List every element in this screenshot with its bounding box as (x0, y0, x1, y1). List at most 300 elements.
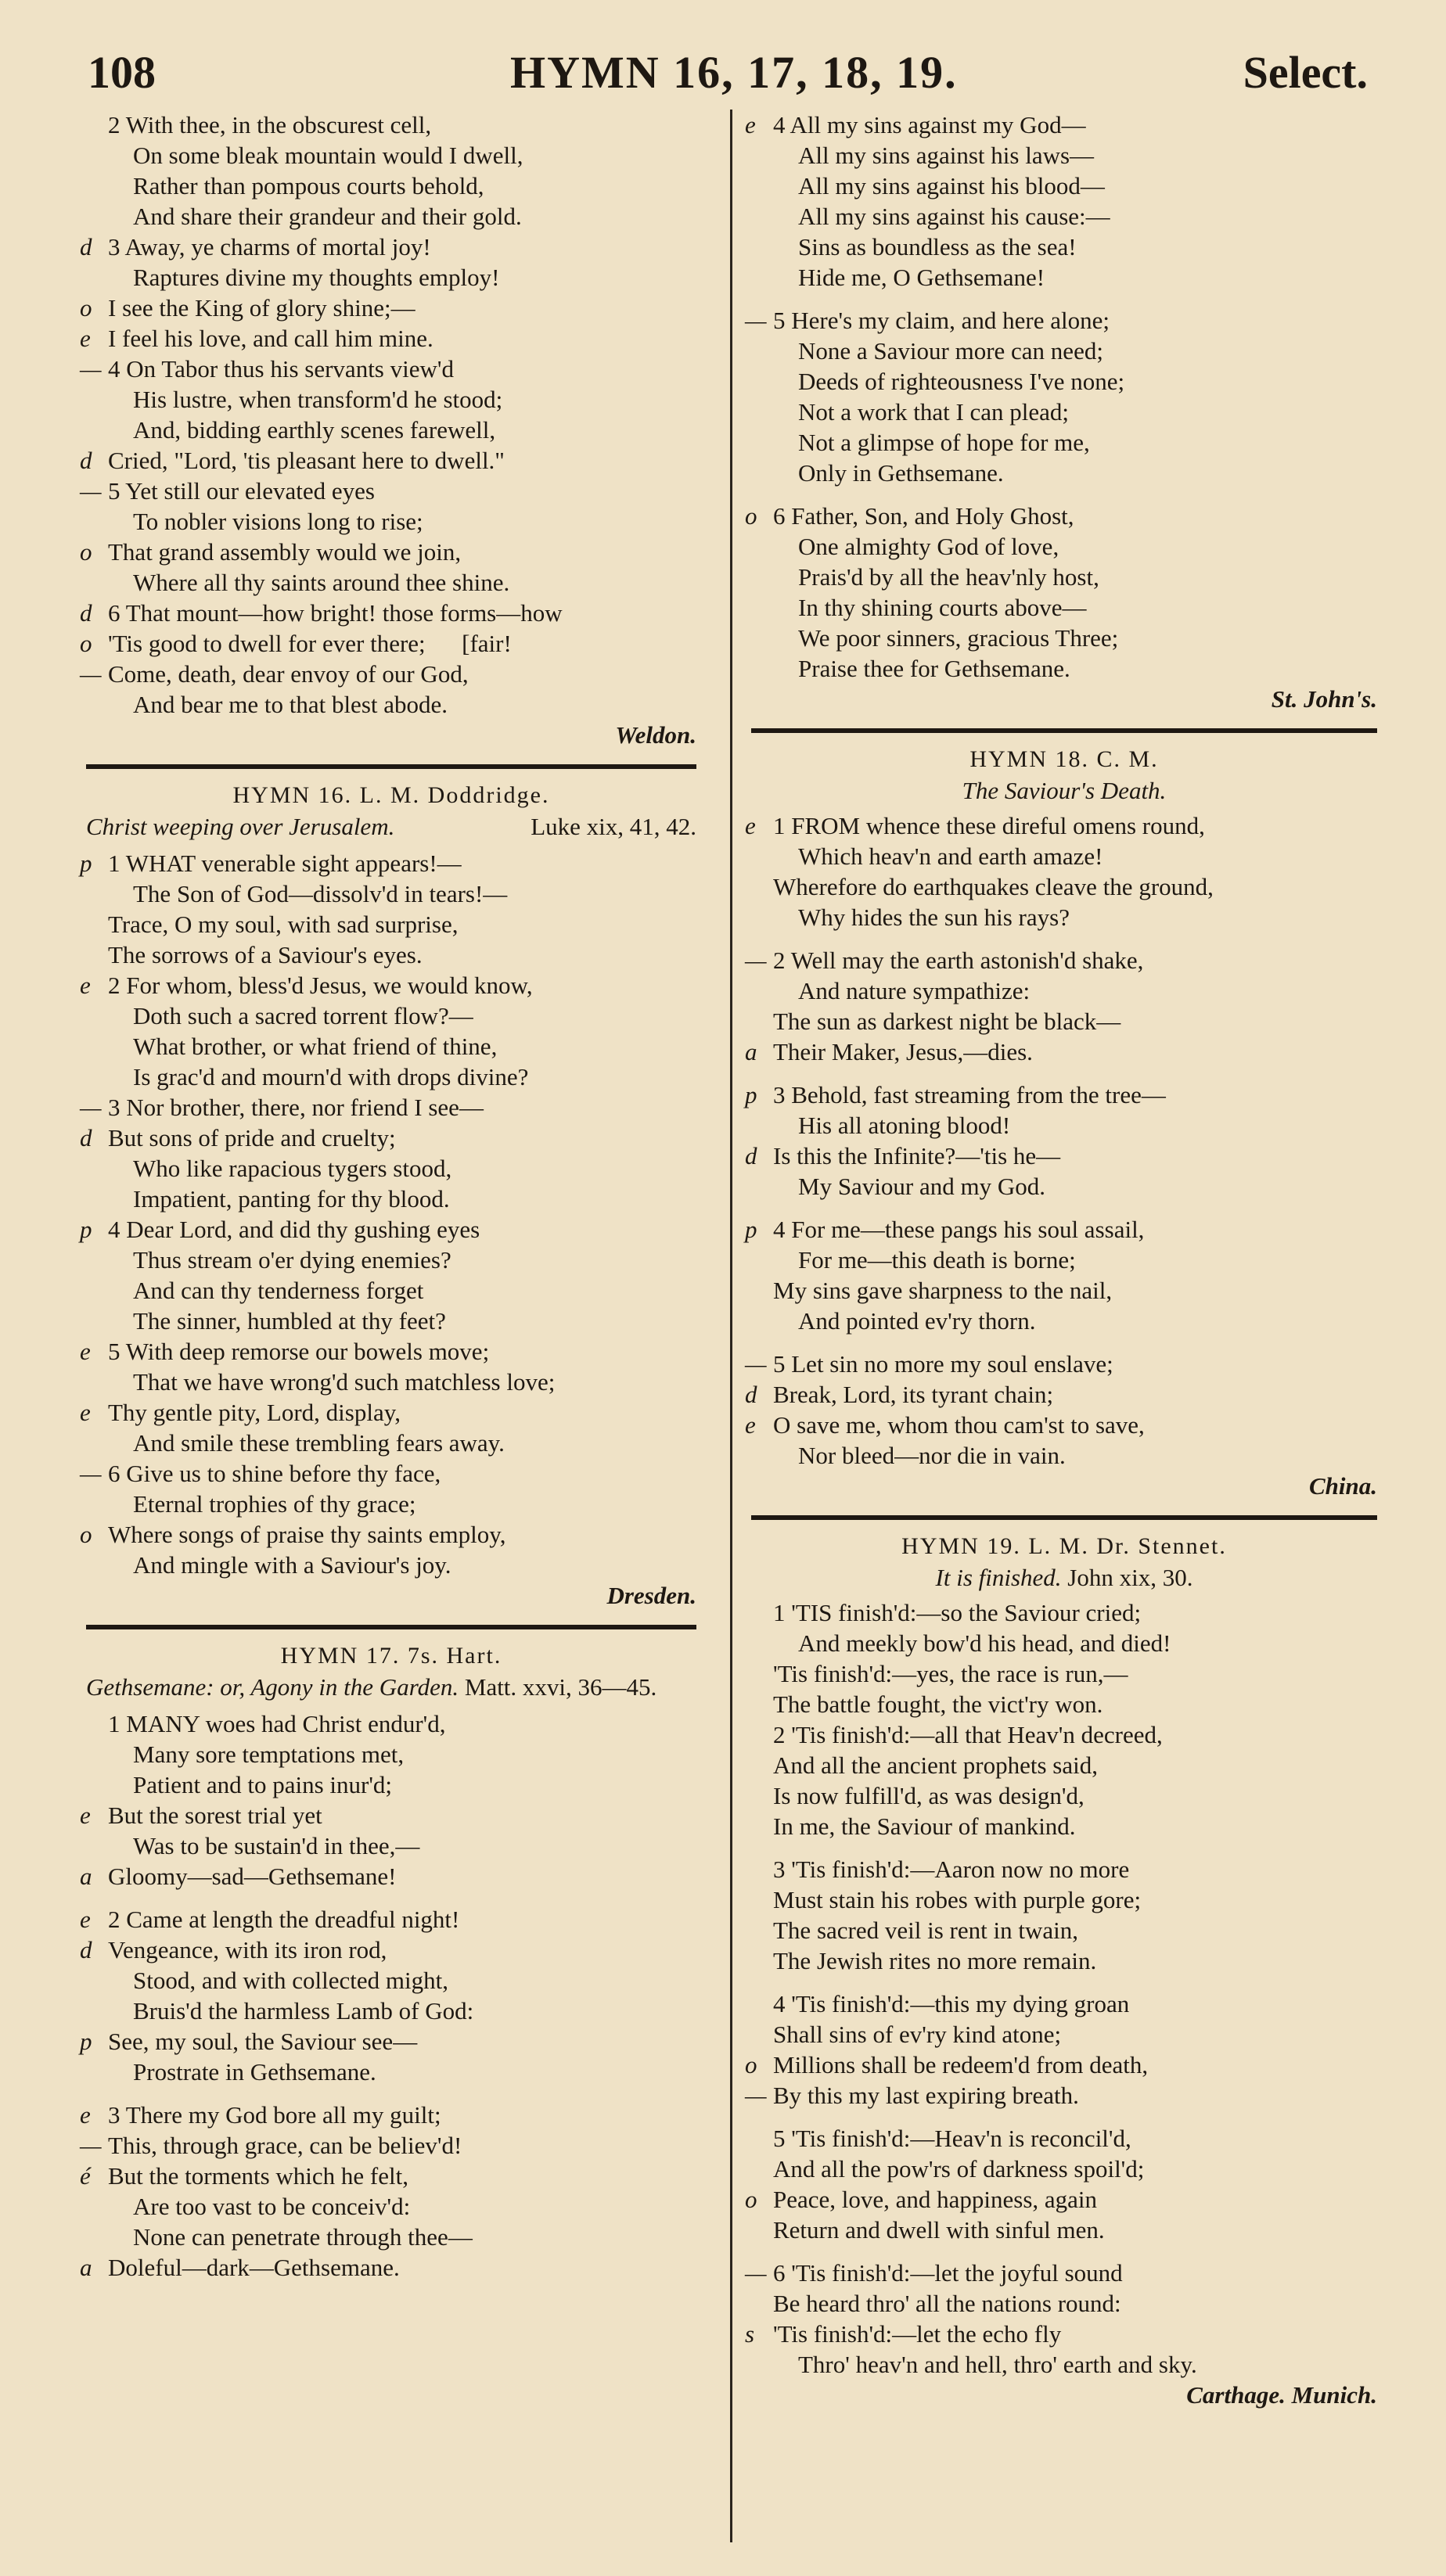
verse-line (80, 1123, 696, 1153)
verse-line (86, 1031, 696, 1062)
line-text: Thy gentle pity, Lord, display, (108, 1399, 401, 1426)
verse-line (80, 598, 696, 628)
verse-line (80, 1458, 696, 1489)
dynamic-mark: é (80, 2162, 91, 2190)
verse-line (751, 623, 1377, 653)
verse-line (80, 323, 696, 354)
tune-line (751, 684, 1377, 714)
verse-line (86, 1001, 696, 1031)
tune-line (751, 1471, 1377, 1501)
verse-line (86, 1550, 696, 1580)
line-text: 3 'Tis finish'd:—Aaron now no more (773, 1856, 1130, 1883)
line-text: But the torments which he felt, (108, 2162, 408, 2190)
dynamic-mark: e (745, 1411, 756, 1439)
verse-line (86, 1245, 696, 1275)
line-text: 3 There my God bore all my guilt; (108, 2101, 441, 2129)
verse-line (86, 1769, 696, 1800)
tune-name: China. (1308, 1472, 1377, 1500)
verse-line (751, 366, 1377, 397)
line-text: Prostrate in Gethsemane. (133, 2058, 376, 2086)
line-text: Vengeance, with its iron rod, (108, 1936, 387, 1963)
verse-line (751, 2288, 1377, 2319)
dynamic-mark: o (745, 2051, 757, 2078)
verse-line (751, 975, 1377, 1006)
verse-line (80, 1397, 696, 1428)
verse-line (86, 1062, 696, 1092)
line-text: The Jewish rites no more remain. (773, 1947, 1097, 1974)
line-text: In thy shining courts above— (798, 594, 1087, 621)
verse-line (751, 2154, 1377, 2184)
line-text: In me, the Saviour of mankind. (773, 1813, 1076, 1840)
dynamic-mark: p (80, 2028, 92, 2055)
hymn-subtitle: It is finished. John xix, 30. (935, 1564, 1193, 1591)
line-text: Raptures divine my thoughts employ! (133, 264, 500, 291)
dynamic-mark: — (745, 2259, 767, 2287)
line-text: Trace, O my soul, with sad surprise, (108, 911, 459, 938)
scripture-ref: Luke xix, 41, 42. (531, 813, 696, 840)
line-text: 2 For whom, bless'd Jesus, we would know, (108, 972, 533, 999)
line-text: Deeds of righteousness I've none; (798, 368, 1125, 395)
line-text: Is grac'd and mourn'd with drops divine? (133, 1063, 529, 1090)
verse-line (80, 293, 696, 323)
line-text: His lustre, when transform'd he stood; (133, 386, 503, 413)
verse-line (745, 1141, 1377, 1171)
line-text: But sons of pride and cruelty; (108, 1124, 396, 1151)
line-text: 5 Yet still our elevated eyes (108, 477, 375, 505)
verse-line (751, 397, 1377, 427)
verse-line (86, 2222, 696, 2252)
verse-line (751, 201, 1377, 232)
verse-line (80, 2161, 696, 2191)
verse-line (86, 1184, 696, 1214)
line-text: But the sorest trial yet (108, 1802, 322, 1829)
line-text: On some bleak mountain would I dwell, (133, 142, 523, 169)
verse-line (86, 940, 696, 970)
verse-line (751, 1989, 1377, 2019)
line-text: What brother, or what friend of thine, (133, 1033, 498, 1060)
line-text: Break, Lord, its tyrant chain; (773, 1381, 1054, 1408)
hymn-19 (745, 1531, 1377, 2410)
verse-line (745, 1410, 1377, 1440)
line-text: All my sins against his laws— (798, 142, 1095, 169)
verse-line (751, 531, 1377, 562)
verse-line (80, 476, 696, 506)
verse-line (751, 1306, 1377, 1336)
line-text: Are too vast to be conceiv'd: (133, 2193, 411, 2220)
verse-line (86, 1275, 696, 1306)
line-text: 6 'Tis finish'd:—let the joyful sound (773, 2259, 1123, 2287)
line-text: Patient and to pains inur'd; (133, 1771, 393, 1798)
dynamic-mark: p (745, 1216, 757, 1243)
line-text: For me—this death is borne; (798, 1246, 1076, 1274)
verse-line (751, 1854, 1377, 1884)
tune-line (751, 2380, 1377, 2410)
line-text: We poor sinners, gracious Three; (798, 624, 1119, 652)
verse-line (745, 2258, 1377, 2288)
line-text: See, my soul, the Saviour see— (108, 2028, 418, 2055)
line-text: 3 Behold, fast streaming from the tree— (773, 1081, 1166, 1108)
verse-line (86, 1306, 696, 1336)
verse-line (86, 2191, 696, 2222)
verse-line (86, 1831, 696, 1861)
verse-line (751, 1884, 1377, 1915)
verse-line (751, 1440, 1377, 1471)
verse-line (80, 628, 696, 659)
tune-line (86, 720, 696, 750)
hymn-15-continuation (80, 110, 696, 720)
verse-line (86, 1965, 696, 1996)
line-text: The sun as darkest night be black— (773, 1008, 1121, 1035)
verse-line (80, 1214, 696, 1245)
line-text: Bruis'd the harmless Lamb of God: (133, 1997, 474, 2025)
hymn-title: HYMN 19. L. M. Dr. Stennet. (901, 1533, 1227, 1559)
line-text: 5 Let sin no more my soul enslave; (773, 1350, 1113, 1378)
line-text: And smile these trembling fears away. (133, 1429, 505, 1457)
verse-line (751, 1245, 1377, 1275)
verse-line (80, 1336, 696, 1367)
line-text: Where all thy saints around thee shine. (133, 569, 510, 596)
verse-line (86, 909, 696, 940)
line-text: 5 'Tis finish'd:—Heav'n is reconcil'd, (773, 2125, 1131, 2152)
page-header (88, 45, 1399, 100)
line-text: 6 That mount—how bright! those forms—how (108, 599, 563, 627)
left-column (80, 110, 696, 2283)
line-text: Cried, "Lord, 'tis pleasant here to dwell." (108, 447, 505, 474)
tune-name: Dresden. (606, 1582, 696, 1609)
line-text: Millions shall be redeem'd from death, (773, 2051, 1149, 2078)
line-text: Eternal trophies of thy grace; (133, 1490, 416, 1518)
verse-line (751, 1780, 1377, 1811)
line-text: Was to be sustain'd in thee,— (133, 1832, 420, 1859)
line-text: The battle fought, the vict'ry won. (773, 1690, 1103, 1718)
verse-line (86, 567, 696, 598)
dynamic-mark: p (80, 1216, 92, 1243)
line-text: 4 'Tis finish'd:—this my dying groan (773, 1990, 1130, 2017)
verse-line (751, 458, 1377, 488)
line-text: Prais'd by all the heav'nly host, (798, 563, 1099, 591)
dynamic-mark: o (80, 630, 92, 657)
verse-line (80, 2026, 696, 2057)
line-text: Not a work that I can plead; (798, 398, 1070, 426)
line-text: 4 For me—these pangs his soul assail, (773, 1216, 1145, 1243)
dynamic-mark: e (80, 1906, 91, 1933)
line-text: O save me, whom thou cam'st to save, (773, 1411, 1145, 1439)
line-text: Doth such a sacred torrent flow?— (133, 1002, 473, 1029)
verse-line (80, 1861, 696, 1892)
column-divider (730, 110, 732, 2542)
verse-line (751, 871, 1377, 902)
line-text: The sinner, humbled at thy feet? (133, 1307, 446, 1335)
verse-line (751, 592, 1377, 623)
line-text: 2 'Tis finish'd:—all that Heav'n decreed, (773, 1721, 1163, 1748)
hymn-verses (745, 1597, 1377, 2380)
line-text: Where songs of praise thy saints employ, (108, 1521, 506, 1548)
hymn-title: HYMN 16. L. M. Doddridge. (232, 782, 550, 808)
verse-line (80, 1092, 696, 1123)
line-text: 2 Came at length the dreadful night! (108, 1906, 460, 1933)
line-text: The Son of God—dissolv'd in tears!— (133, 880, 508, 907)
verse-line (745, 945, 1377, 975)
line-text: I feel his love, and call him mine. (108, 325, 433, 352)
tune-name: St. John's. (1271, 685, 1377, 713)
line-text: The sacred veil is rent in twain, (773, 1917, 1078, 1944)
verse-line (751, 1006, 1377, 1037)
verse-line (86, 2057, 696, 2087)
hymn-title: HYMN 18. C. M. (969, 746, 1159, 772)
verse-line (745, 305, 1377, 336)
dynamic-mark: d (80, 1936, 92, 1963)
dynamic-mark: p (80, 850, 92, 877)
dynamic-mark: e (745, 111, 756, 138)
dynamic-mark: — (80, 1094, 102, 1121)
verse-line (745, 1349, 1377, 1379)
scripture-ref: Matt. xxvi, 36—45. (464, 1673, 657, 1701)
dynamic-mark: e (745, 812, 756, 839)
line-text: I see the King of glory shine;— (108, 294, 415, 322)
line-text: Many sore temptations met, (133, 1741, 405, 1768)
verse-line (745, 1214, 1377, 1245)
verse-line (86, 110, 696, 140)
verse-line (751, 2019, 1377, 2050)
dynamic-mark: d (745, 1381, 757, 1408)
line-text: Stood, and with collected might, (133, 1967, 448, 1994)
line-text: Only in Gethsemane. (798, 459, 1004, 487)
verse-line (745, 2184, 1377, 2215)
dynamic-mark: — (80, 2132, 102, 2159)
line-text: And pointed ev'ry thorn. (798, 1307, 1036, 1335)
line-text: Wherefore do earthquakes cleave the ground, (773, 873, 1214, 900)
line-text: Peace, love, and happiness, again (773, 2186, 1098, 2213)
line-text: 3 Away, ye charms of mortal joy! (108, 233, 431, 260)
line-text: Shall sins of ev'ry kind atone; (773, 2021, 1062, 2048)
verse-line (751, 2215, 1377, 2245)
verse-line (745, 2050, 1377, 2080)
line-text: 5 With deep remorse our bowels move; (108, 1338, 490, 1365)
verse-line (86, 1153, 696, 1184)
verse-line (86, 415, 696, 445)
right-column (745, 110, 1377, 2410)
dynamic-mark: s (745, 2320, 755, 2348)
verse-line (80, 659, 696, 689)
dynamic-mark: d (80, 1124, 92, 1151)
line-text: Sins as boundless as the sea! (798, 233, 1077, 260)
verse-line (80, 2100, 696, 2130)
line-text: Be heard thro' all the nations round: (773, 2290, 1121, 2317)
dynamic-mark: d (80, 233, 92, 260)
line-text: And, bidding earthly scenes farewell, (133, 416, 496, 444)
line-text: And bear me to that blest abode. (133, 691, 448, 718)
line-text: Is this the Infinite?—'tis he— (773, 1142, 1061, 1169)
hymn-verses (80, 848, 696, 1580)
line-text: 1 WHAT venerable sight appears!— (108, 850, 462, 877)
verse-line (751, 427, 1377, 458)
dynamic-mark: d (80, 599, 92, 627)
running-title: HYMN 16, 17, 18, 19. (510, 47, 958, 98)
line-text: All my sins against his blood— (798, 172, 1105, 199)
line-text: Impatient, panting for thy blood. (133, 1185, 450, 1213)
hymn-title: HYMN 17. 7s. Hart. (280, 1643, 502, 1669)
line-text: 5 Here's my claim, and here alone; (773, 307, 1110, 334)
verse-line (751, 1719, 1377, 1750)
line-text: 4 All my sins against my God— (773, 111, 1086, 138)
line-text: Gloomy—sad—Gethsemane! (108, 1863, 397, 1890)
hymn-verses (80, 1708, 696, 2283)
verse-line (80, 232, 696, 262)
verse-line (86, 1428, 696, 1458)
verse-line (80, 354, 696, 384)
line-text: 'Tis finish'd:—yes, the race is run,— (773, 1660, 1128, 1687)
verse-line (751, 2349, 1377, 2380)
line-text: This, through grace, can be believ'd! (108, 2132, 462, 2159)
line-text: Nor bleed—nor die in vain. (798, 1442, 1066, 1469)
line-text: Not a glimpse of hope for me, (798, 429, 1090, 456)
dynamic-mark: e (80, 1399, 91, 1426)
line-text: His all atoning blood! (798, 1112, 1011, 1139)
dynamic-mark: o (80, 294, 92, 322)
hymn-separator (86, 1625, 696, 1629)
line-text: Doleful—dark—Gethsemane. (108, 2254, 400, 2281)
line-text: Which heav'n and earth amaze! (798, 842, 1103, 870)
verse-line (751, 140, 1377, 171)
verse-line (751, 1750, 1377, 1780)
verse-line (745, 2080, 1377, 2111)
line-text: Who like rapacious tygers stood, (133, 1155, 452, 1182)
verse-line (86, 171, 696, 201)
verse-line (745, 810, 1377, 841)
verse-line (86, 1489, 696, 1519)
line-text: 2 Well may the earth astonish'd shake, (773, 947, 1144, 974)
hymn-subtitle: Gethsemane: or, Agony in the Garden. Matt. xxvi, 36—45. (86, 1673, 657, 1701)
dynamic-mark: a (80, 1863, 92, 1890)
verse-line (80, 1519, 696, 1550)
dynamic-mark: a (745, 1038, 757, 1065)
line-text: And all the ancient prophets said, (773, 1751, 1098, 1779)
tune-name: Weldon. (615, 721, 696, 749)
line-text: 6 Give us to shine before thy face, (108, 1460, 441, 1487)
verse-line (745, 1080, 1377, 1110)
verse-line (751, 902, 1377, 932)
line-text: My sins gave sharpness to the nail, (773, 1277, 1113, 1304)
dynamic-mark: — (80, 1460, 102, 1487)
line-text: Must stain his robes with purple gore; (773, 1886, 1142, 1913)
verse-line (751, 1658, 1377, 1689)
hymn-verses (745, 810, 1377, 1471)
dynamic-mark: — (745, 1350, 767, 1378)
verse-line (80, 1800, 696, 1831)
verse-line (86, 1708, 696, 1739)
verse-line (80, 1904, 696, 1935)
line-text: 'Tis good to dwell for ever there; [fair! (108, 630, 512, 657)
hymn-separator (86, 764, 696, 769)
line-text: 3 Nor brother, there, nor friend I see— (108, 1094, 484, 1121)
hymn-16 (80, 780, 696, 1611)
verse-line (751, 841, 1377, 871)
verse-line (751, 1110, 1377, 1141)
line-text: The sorrows of a Saviour's eyes. (108, 941, 423, 968)
verse-line (751, 2123, 1377, 2154)
line-text: Praise thee for Gethsemane. (798, 655, 1070, 682)
dynamic-mark: e (80, 972, 91, 999)
verse-line (751, 1628, 1377, 1658)
verse-line (745, 1379, 1377, 1410)
verse-line (751, 1915, 1377, 1945)
hymn-separator (751, 1515, 1377, 1520)
verse-line (751, 1597, 1377, 1628)
verse-line (745, 110, 1377, 140)
line-text: Come, death, dear envoy of our God, (108, 660, 469, 688)
line-text: Is now fulfill'd, as was design'd, (773, 1782, 1084, 1809)
hymn-18 (745, 744, 1377, 1501)
verse-line (86, 689, 696, 720)
line-text: Hide me, O Gethsemane! (798, 264, 1045, 291)
dynamic-mark: d (745, 1142, 757, 1169)
line-text: None a Saviour more can need; (798, 337, 1103, 365)
verse-line (86, 1367, 696, 1397)
hymn-17 (80, 1640, 696, 2283)
dynamic-mark: o (745, 502, 757, 530)
page-number: 108 (88, 47, 156, 98)
hymn-subtitle: The Saviour's Death. (962, 777, 1167, 804)
line-text: 6 Father, Son, and Holy Ghost, (773, 502, 1074, 530)
line-text: By this my last expiring breath. (773, 2082, 1079, 2109)
line-text: Rather than pompous courts behold, (133, 172, 484, 199)
verse-line (751, 562, 1377, 592)
dynamic-mark: — (80, 355, 102, 383)
line-text: One almighty God of love, (798, 533, 1059, 560)
hymn-17-continuation (745, 110, 1377, 684)
line-text: Their Maker, Jesus,—dies. (773, 1038, 1033, 1065)
line-text: And all the pow'rs of darkness spoil'd; (773, 2155, 1145, 2183)
verse-line (86, 506, 696, 537)
verse-line (745, 2319, 1377, 2349)
verse-line (80, 537, 696, 567)
verse-line (86, 1739, 696, 1769)
verse-line (751, 1171, 1377, 1202)
tune-name: Carthage. Munich. (1186, 2381, 1377, 2409)
verse-line (751, 1811, 1377, 1841)
line-text: Thus stream o'er dying enemies? (133, 1246, 451, 1274)
verse-line (751, 1945, 1377, 1976)
verse-line (80, 970, 696, 1001)
line-text: My Saviour and my God. (798, 1173, 1046, 1200)
line-text: 1 'TIS finish'd:—so the Saviour cried; (773, 1599, 1142, 1626)
verse-line (745, 1037, 1377, 1067)
verse-line (751, 232, 1377, 262)
scripture-ref: John xix, 30. (1067, 1564, 1193, 1591)
line-text: And mingle with a Saviour's joy. (133, 1551, 451, 1579)
line-text: 2 With thee, in the obscurest cell, (108, 111, 432, 138)
line-text: 4 Dear Lord, and did thy gushing eyes (108, 1216, 480, 1243)
verse-line (80, 2252, 696, 2283)
verse-line (751, 1275, 1377, 1306)
line-text: 1 FROM whence these direful omens round, (773, 812, 1205, 839)
dynamic-mark: o (80, 1521, 92, 1548)
line-text: None can penetrate through thee— (133, 2223, 473, 2251)
line-text: Return and dwell with sinful men. (773, 2216, 1105, 2244)
dynamic-mark: — (745, 947, 767, 974)
tune-line (86, 1580, 696, 1611)
verse-line (86, 201, 696, 232)
verse-line (86, 262, 696, 293)
hymn-subtitle: Christ weeping over Jerusalem. Luke xix, 41, 42. (86, 813, 696, 840)
verse-line (751, 262, 1377, 293)
line-text: Thro' heav'n and hell, thro' earth and sky. (798, 2351, 1197, 2378)
verse-line (751, 653, 1377, 684)
line-text: To nobler visions long to rise; (133, 508, 423, 535)
dynamic-mark: e (80, 2101, 91, 2129)
line-text: And can thy tenderness forget (133, 1277, 424, 1304)
line-text: And nature sympathize: (798, 977, 1031, 1004)
